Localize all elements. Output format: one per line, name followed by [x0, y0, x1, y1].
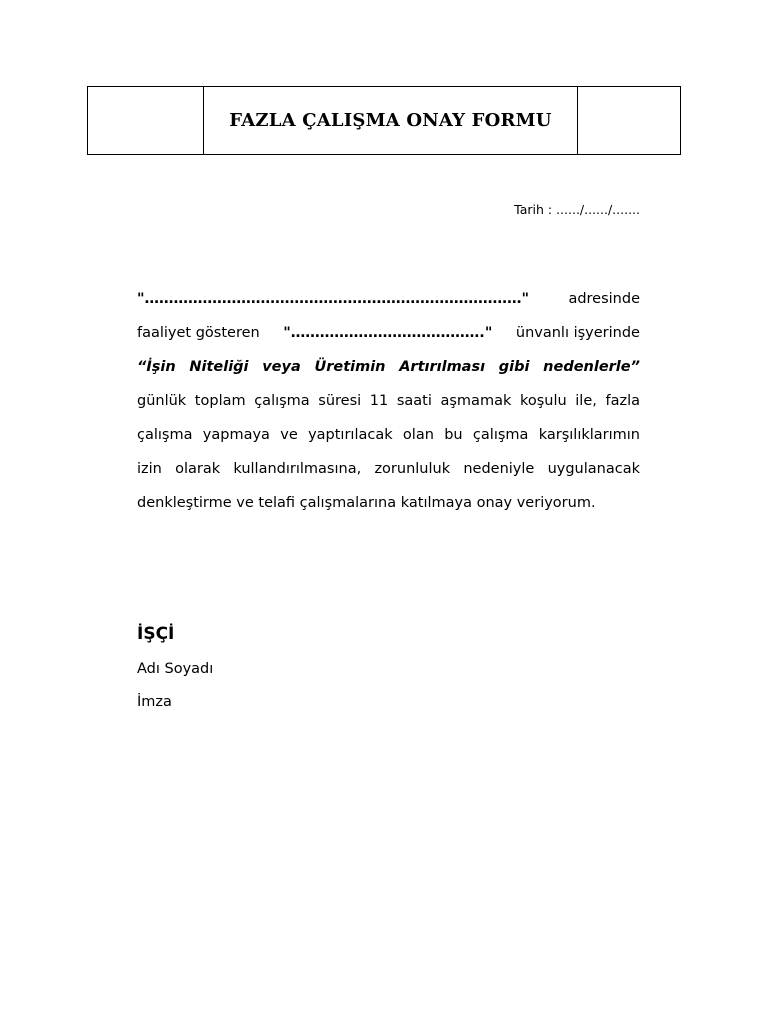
signature-heading: İŞÇİ: [137, 624, 175, 644]
paragraph-line-2: [137, 316, 640, 350]
header-table: [87, 86, 681, 155]
paragraph-line-4: günlük toplam çalışma süresi 11 saati aşmamak koşulu ile, fazla: [137, 393, 640, 409]
italic-word: gibi: [498, 359, 530, 375]
consent-paragraph: [137, 282, 640, 520]
header-right-cell: [577, 87, 680, 154]
header-title-cell: [204, 87, 577, 154]
address-word: adresinde: [568, 291, 640, 307]
paragraph-line-5: çalışma yapmaya ve yaptırılacak olan bu çalışma karşılıklarımın: [137, 427, 640, 443]
address-blank: "……………………………………………………………………": [137, 291, 530, 307]
paragraph-line-1: [137, 282, 640, 316]
line2-prefix: faaliyet gösteren: [137, 325, 260, 341]
italic-word: Niteliği: [189, 359, 249, 375]
paragraph-line-3: [137, 350, 640, 384]
line2-suffix: ünvanlı işyerinde: [515, 325, 640, 341]
italic-word: Artırılması: [399, 359, 486, 375]
italic-word: Üretimin: [314, 359, 386, 375]
date-line: Tarih : ....../....../.......: [514, 202, 640, 217]
italic-word: nedenlerle”: [543, 359, 640, 375]
paragraph-line-7: denkleştirme ve telafi çalışmalarına katılmaya onay veriyorum.: [137, 495, 596, 511]
italic-word: veya: [262, 359, 301, 375]
italic-word: “İşin: [137, 359, 176, 375]
name-label: Adı Soyadı: [137, 661, 214, 677]
paragraph-line-6: izin olarak kullandırılmasına, zorunluluk nedeniyle uygulanacak: [137, 461, 640, 477]
company-title-blank: "………………………………….": [283, 325, 493, 341]
signature-label: İmza: [137, 694, 172, 710]
header-logo-cell: [88, 87, 204, 154]
form-title: FAZLA ÇALIŞMA ONAY FORMU: [229, 110, 552, 131]
